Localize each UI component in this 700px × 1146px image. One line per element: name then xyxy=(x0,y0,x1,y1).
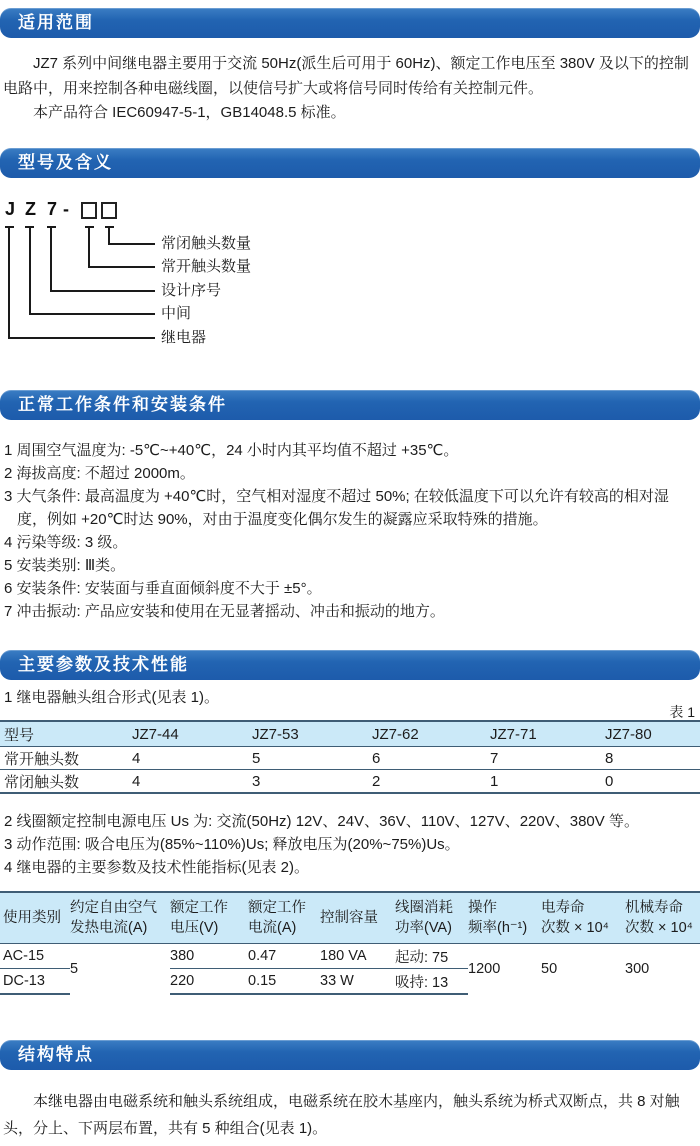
conditions-list xyxy=(4,439,698,623)
diagram-line xyxy=(50,290,155,292)
structure-paragraph: 本继电器由电磁系统和触头系统组成，电磁系统在胶木基座内，触头系统为桥式双断点，共 8 对触头，分上、下两层布置，共有 5 种组合(见表 1)。 xyxy=(3,1093,680,1137)
col-header-model: 型号 xyxy=(0,721,132,747)
header-line: 功率(VA) xyxy=(395,920,452,936)
header-line: 电寿命 xyxy=(541,900,585,916)
cell-capacity: 33 W xyxy=(320,969,395,995)
section-bar-structure xyxy=(0,1040,700,1070)
section-bar-scope xyxy=(0,8,700,38)
model-char-J: J xyxy=(5,199,16,219)
scope-paragraph-1: JZ7 系列中间继电器主要用于交流 50Hz(派生后可用于 60Hz)、额定工作电压至 380V 及以下的控制电路中，用来控制各种电磁线圈，以使信号扩大或将信号同时传给有关控制元件。 xyxy=(3,55,689,97)
cell: 8 xyxy=(605,747,700,770)
col-header-jz7-62: JZ7-62 xyxy=(372,721,490,747)
table-header-row xyxy=(0,721,700,747)
table-row xyxy=(0,747,700,770)
cell: 3 xyxy=(252,770,372,794)
diagram-label-no-contacts: 常开触头数量 xyxy=(161,258,252,275)
cell: 2 xyxy=(372,770,490,794)
model-char-Z: Z xyxy=(25,199,36,219)
section-title-conditions: 正常工作条件和安装条件 xyxy=(18,395,227,414)
header-line: 额定工作 xyxy=(170,900,228,916)
section-title-structure: 结构特点 xyxy=(18,1045,94,1064)
cell: 6 xyxy=(372,747,490,770)
col-header-mechanical-life xyxy=(625,892,700,944)
section-title-scope: 适用范围 xyxy=(18,13,94,32)
condition-item-4: 4 污染等级: 3 级。 xyxy=(4,534,128,551)
cell-category: AC-15 xyxy=(0,944,70,969)
cell-capacity: 180 VA xyxy=(320,944,395,969)
section-title-params: 主要参数及技术性能 xyxy=(18,655,189,674)
diagram-line xyxy=(8,337,155,339)
condition-item-6: 6 安装条件: 安装面与垂直面倾斜度不大于 ±5°。 xyxy=(4,580,322,597)
col-header-control-capacity xyxy=(320,892,395,944)
table-header-row xyxy=(0,892,700,944)
header-line: 发热电流(A) xyxy=(70,920,148,936)
section-bar-model xyxy=(0,148,700,178)
section-title-model: 型号及含义 xyxy=(18,153,113,172)
diagram-line xyxy=(88,228,90,268)
condition-item-2: 2 海拔高度: 不超过 2000m。 xyxy=(4,465,195,482)
table1-caption: 表 1 xyxy=(669,704,695,720)
diagram-line xyxy=(29,313,155,315)
placeholder-box-2 xyxy=(101,202,117,219)
col-header-coil-power xyxy=(395,892,468,944)
section-bar-params xyxy=(0,650,700,680)
cell: 5 xyxy=(252,747,372,770)
header-line: 操作 xyxy=(468,900,497,916)
diagram-label-intermediate: 中间 xyxy=(161,305,192,322)
diagram-line xyxy=(88,266,155,268)
cell: 0 xyxy=(605,770,700,794)
col-header-electrical-life xyxy=(541,892,625,944)
condition-item-3: 3 大气条件: 最高温度为 +40℃时，空气相对湿度不超过 50%; 在较低温度下可以允许有较高的相对湿度，例如 +20℃时达 90%，对由于温度变化偶尔发生的凝露应采取特殊的措施。 xyxy=(4,488,669,528)
condition-item-5: 5 安装类别: Ⅲ类。 xyxy=(4,557,126,574)
model-char-dash: - xyxy=(63,199,69,219)
placeholder-box-1 xyxy=(81,202,97,219)
condition-item-7: 7 冲击振动: 产品应安装和使用在无显著摇动、冲击和振动的地方。 xyxy=(4,603,445,620)
cell-current: 0.47 xyxy=(248,944,320,969)
header-line: 额定工作 xyxy=(248,900,306,916)
cell-current: 0.15 xyxy=(248,969,320,995)
header-line: 约定自由空气 xyxy=(70,900,157,916)
header-line: 电压(V) xyxy=(170,920,219,936)
header-line: 次数 × 10⁴ xyxy=(625,920,693,936)
section-bar-conditions xyxy=(0,390,700,420)
col-header-rated-voltage xyxy=(170,892,248,944)
col-header-jz7-71: JZ7-71 xyxy=(490,721,605,747)
row-label-nc-contacts: 常闭触头数 xyxy=(0,770,132,794)
cell: 7 xyxy=(490,747,605,770)
cell-category: DC-13 xyxy=(0,969,70,995)
diagram-label-design-serial: 设计序号 xyxy=(161,282,222,299)
col-header-operating-frequency xyxy=(468,892,541,944)
cell: 4 xyxy=(132,770,252,794)
technical-performance-table xyxy=(0,891,700,995)
col-header-utilization-category xyxy=(0,892,70,944)
diagram-line xyxy=(50,228,52,292)
cell-coil-hold: 吸持: 13 xyxy=(395,969,468,995)
cell-coil-start: 起动: 75 xyxy=(395,944,468,969)
scope-text-block xyxy=(3,52,697,126)
header-line: 电流(A) xyxy=(248,920,297,936)
params-note-2: 2 线圈额定控制电源电压 Us 为: 交流(50Hz) 12V、24V、36V、110V、127V、220V、380V 等。 xyxy=(4,813,639,830)
cell-voltage: 220 xyxy=(170,969,248,995)
diagram-line xyxy=(108,243,155,245)
diagram-label-relay: 继电器 xyxy=(161,329,207,346)
col-header-jz7-53: JZ7-53 xyxy=(252,721,372,747)
cell-electrical-life: 50 xyxy=(541,961,558,977)
contact-combination-table xyxy=(0,720,700,794)
header-line: 使用类别 xyxy=(3,910,61,926)
diagram-label-nc-contacts: 常闭触头数量 xyxy=(161,235,252,252)
col-header-jz7-80: JZ7-80 xyxy=(605,721,700,747)
col-header-jz7-44: JZ7-44 xyxy=(132,721,252,747)
condition-item-1: 1 周围空气温度为: -5℃~+40℃，24 小时内其平均值不超过 +35℃。 xyxy=(4,442,459,459)
cell: 1 xyxy=(490,770,605,794)
model-code-diagram xyxy=(0,195,420,360)
table-row xyxy=(0,770,700,794)
params-note-3: 3 动作范围: 吸合电压为(85%~110%)Us; 释放电压为(20%~75%)Us。 xyxy=(4,836,460,853)
scope-paragraph-2: 本产品符合 IEC60947-5-1，GB14048.5 标准。 xyxy=(33,104,346,121)
diagram-line xyxy=(8,228,10,339)
col-header-rated-current xyxy=(248,892,320,944)
col-header-thermal-current xyxy=(70,892,170,944)
cell-frequency: 1200 xyxy=(468,961,501,977)
header-line: 频率(h⁻¹) xyxy=(468,920,528,936)
cell-voltage: 380 xyxy=(170,944,248,969)
cell-thermal-current: 5 xyxy=(70,961,79,977)
params-note-4: 4 继电器的主要参数及技术性能指标(见表 2)。 xyxy=(4,859,310,876)
table-row-ac15 xyxy=(0,944,700,969)
header-line: 控制容量 xyxy=(320,910,378,926)
params-note-1: 1 继电器触头组合形式(见表 1)。 xyxy=(4,689,220,706)
cell-mechanical-life: 300 xyxy=(625,961,650,977)
header-line: 机械寿命 xyxy=(625,900,683,916)
cell: 4 xyxy=(132,747,252,770)
row-label-no-contacts: 常开触头数 xyxy=(0,747,132,770)
model-char-7: 7 xyxy=(47,199,58,219)
header-line: 次数 × 10⁴ xyxy=(541,920,609,936)
diagram-line xyxy=(29,228,31,315)
header-line: 线圈消耗 xyxy=(395,900,453,916)
